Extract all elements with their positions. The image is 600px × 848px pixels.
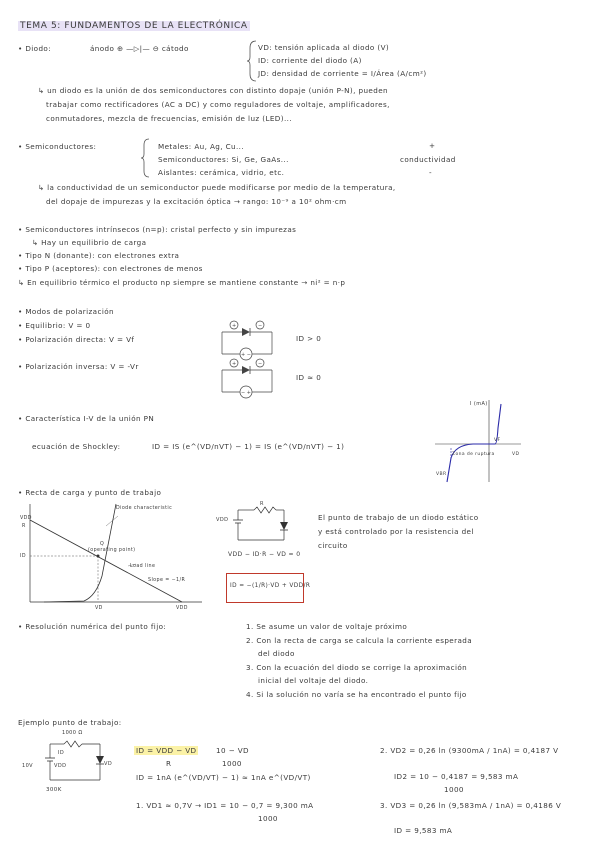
tipos-intrinsecos: • Semiconductores intrínsecos (n=p): cristal perfecto y sin impurezas — [18, 225, 297, 234]
pol-id-pos: ID > 0 — [296, 334, 322, 343]
svg-text:+ −: + − — [241, 352, 251, 358]
plot-vd-label: VD — [95, 606, 103, 611]
recta-desc-1: El punto de trabajo de un diodo estático — [318, 513, 479, 522]
semi-metales: Metales: Au, Ag, Cu... — [158, 142, 245, 151]
circ-r-label: R — [260, 501, 264, 507]
svg-text:−: − — [258, 323, 263, 329]
diodo-jd: JD: densidad de corriente = I/Área (A/cm²) — [258, 69, 427, 78]
plot-slope-label: Slope = −1/R — [148, 578, 186, 583]
semi-aislantes: Aislantes: cerámica, vidrio, etc. — [158, 168, 285, 177]
ex-vdd-label: VDD — [54, 763, 67, 769]
plot-op-label: (operating point) — [88, 548, 136, 553]
plot-load-label: Load line — [130, 564, 156, 569]
brace-icon — [140, 138, 150, 178]
brace-icon — [246, 40, 258, 82]
pol-inversa: • Polarización inversa: V = -Vr — [18, 362, 139, 371]
diodo-desc-3: conmutadores, mezcla de frecuencias, emisión de luz (LED)... — [46, 114, 293, 123]
plot-vdd-r-num: VDD — [20, 516, 32, 521]
tipos-equilibrio: ↳ Hay un equilibrio de carga — [32, 238, 147, 247]
diodo-symbol-text: ánodo ⊕ —▷|— ⊖ cátodo — [90, 44, 189, 53]
ex-step-2b-den: 1000 — [444, 785, 464, 794]
page-title: TEMA 5: FUNDAMENTOS DE LA ELECTRÓNICA — [20, 21, 248, 31]
pol-equilibrio: • Equilibrio: V = 0 — [18, 321, 91, 330]
svg-text:+: + — [232, 361, 237, 367]
diodo-label: • Diodo: — [18, 44, 52, 53]
svg-text:−: − — [258, 361, 263, 367]
semi-label: • Semiconductores: — [18, 142, 97, 151]
semi-minus: - — [429, 168, 432, 177]
iv-zona-label: Zona de ruptura — [452, 452, 495, 457]
diodo-desc-1: ↳ un diodo es la unión de dos semiconductores con distinto dopaje (unión P-N), pueden — [38, 86, 388, 95]
resol-label: • Resolución numérica del punto fijo: — [18, 622, 167, 631]
ex-step-3a: 3. VD3 = 0,26 ln (9,583mA / 1nA) = 0,4186 V — [380, 801, 562, 810]
iv-vf-label: VF — [494, 438, 501, 443]
ex-step-2b: ID2 = 10 − 0,4187 = 9,583 mA — [394, 772, 519, 781]
plot-vdd-r-den: R — [22, 524, 26, 529]
resol-step-3a: 3. Con la ecuación del diodo se corrige la aproximación — [246, 663, 468, 672]
ex-eq-shockley: ID = 1nA (e^(VD/VT) − 1) ≈ 1nA e^(VD/VT) — [136, 773, 311, 782]
caract-label: • Característica I-V de la unión PN — [18, 414, 155, 423]
ejemplo-label: Ejemplo punto de trabajo: — [18, 718, 122, 727]
ex-vd-label: VD — [104, 761, 113, 767]
ex-eq-main-lhs: ID = VDD − VD — [136, 746, 197, 755]
tipos-p: • Tipo P (aceptores): con electrones de menos — [18, 264, 203, 273]
resol-step-2a: 2. Con la recta de carga se calcula la corriente esperada — [246, 636, 473, 645]
ex-step-3b: ID = 9,583 mA — [394, 826, 453, 835]
ex-eq-main-den: R — [166, 759, 172, 768]
pol-modos: • Modos de polarización — [18, 307, 114, 316]
ex-step-1-den: 1000 — [258, 814, 278, 823]
ex-id-label: ID — [58, 750, 65, 756]
resol-step-4: 4. Si la solución no varía se ha encontrado el punto fijo — [246, 690, 467, 699]
forward-bias-circuit-icon — [218, 320, 278, 360]
plot-id-label: ID — [20, 554, 26, 559]
recta-desc-2: y está controlado por la resistencia del — [318, 527, 474, 536]
resol-step-2b: del diodo — [258, 649, 295, 658]
semi-desc-2: del dopaje de impurezas y la excitación óptica → rango: 10⁻⁹ a 10² ohm·cm — [46, 197, 347, 206]
reverse-bias-circuit-icon — [218, 358, 278, 398]
plot-diode-label: Diode characteristic — [116, 506, 173, 511]
iv-y-label: I (mA) — [470, 401, 488, 407]
pol-directa: • Polarización directa: V = Vf — [18, 335, 135, 344]
ex-temp-label: 300K — [46, 787, 62, 793]
svg-text:− +: − + — [241, 390, 251, 396]
diodo-vd: VD: tensión aplicada al diodo (V) — [258, 43, 390, 52]
circ-kvl: VDD − ID·R − VD = 0 — [228, 551, 301, 558]
svg-text:+: + — [232, 323, 237, 329]
shockley-eq: ID = IS (e^(VD/nVT) − 1) = IS (e^(VD/nVT) − 1) — [152, 442, 345, 451]
recta-desc-3: circuito — [318, 541, 348, 550]
plot-vdd-label: VDD — [176, 606, 188, 611]
ex-eq-main-rhs-den: 1000 — [222, 759, 242, 768]
ex-step-1: 1. VD1 ≈ 0,7V → ID1 = 10 − 0,7 = 9,300 mA — [136, 801, 314, 810]
semi-semis: Semiconductores: Si, Ge, GaAs... — [158, 155, 289, 164]
plot-q-label: Q — [100, 542, 105, 547]
ex-10v-label: 10V — [22, 763, 33, 769]
iv-vbr-label: VBR — [436, 472, 447, 477]
ex-step-2a: 2. VD2 = 0,26 ln (9300mA / 1nA) = 0,4187 V — [380, 746, 559, 755]
recta-label: • Recta de carga y punto de trabajo — [18, 488, 162, 497]
ex-eq-main-rhs-num: 10 − VD — [216, 746, 249, 755]
tipos-n: • Tipo N (donante): con electrones extra — [18, 251, 180, 260]
semi-desc-1: ↳ la conductividad de un semiconductor puede modificarse por medio de la temperatura, — [38, 183, 396, 192]
circ-vdd-label: VDD — [216, 517, 229, 523]
iv-vd-label: VD — [512, 452, 520, 457]
resol-step-3b: inicial del voltaje del diodo. — [258, 676, 369, 685]
semi-plus: + — [429, 141, 436, 150]
semi-conductividad: conductividad — [400, 155, 456, 164]
diodo-id: ID: corriente del diodo (A) — [258, 56, 362, 65]
resol-step-1: 1. Se asume un valor de voltaje próximo — [246, 622, 408, 631]
pol-id-neg: ID ≈ 0 — [296, 373, 322, 382]
example-circuit-icon — [34, 734, 114, 792]
tipos-termico: ↳ En equilibrio térmico el producto np siempre se mantiene constante → ni² = n·p — [18, 278, 346, 287]
diodo-desc-2: trabajar como rectificadores (AC a DC) y como reguladores de voltaje, amplificadores, — [46, 100, 390, 109]
ex-r-label: 1000 Ω — [62, 730, 83, 736]
shockley-label: ecuación de Shockley: — [32, 442, 121, 451]
boxed-equation-text: ID = −(1/R)·VD + VDD/R — [230, 583, 311, 589]
